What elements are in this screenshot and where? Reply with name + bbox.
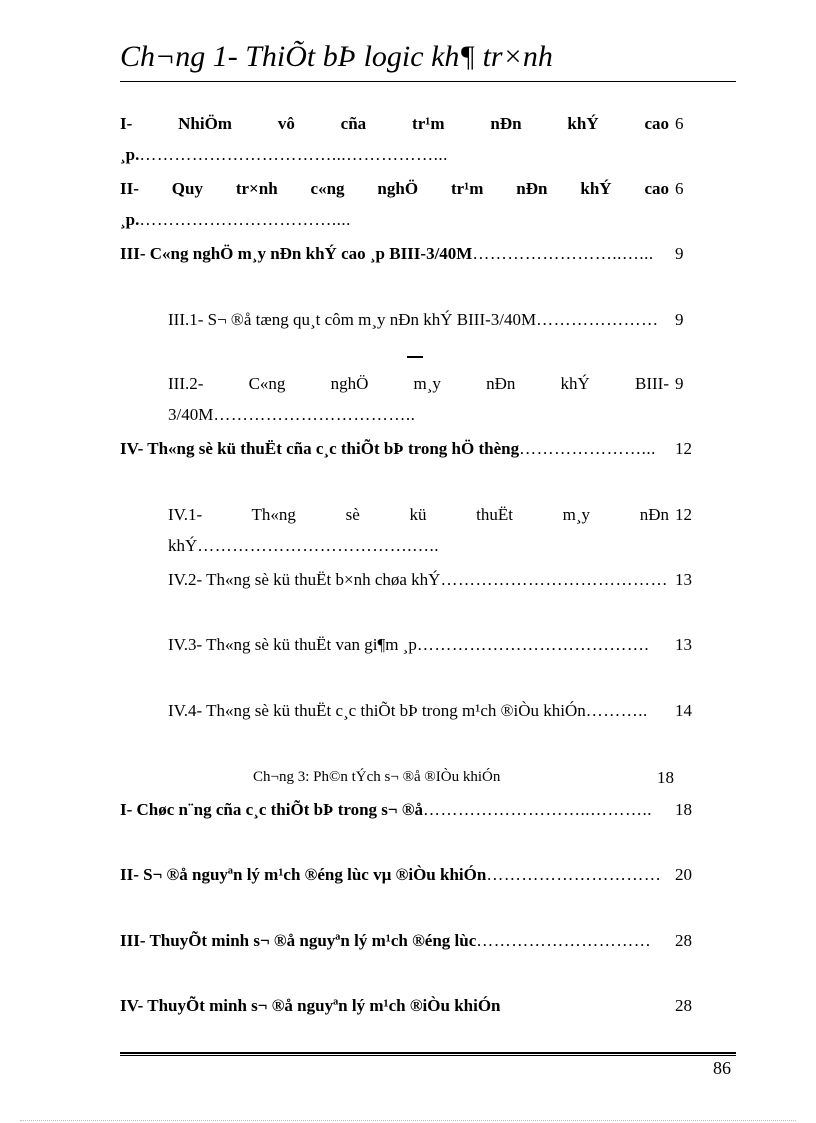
toc-entry-leader: …………………... xyxy=(519,439,656,458)
toc-entry-label: III.2- C«ng nghÖ m¸y nÐn khÝ BIII-3/40M xyxy=(168,374,669,424)
toc-entry-leader: ………………………………… xyxy=(440,570,668,589)
toc-entry-leader: ……………………………….….. xyxy=(197,536,440,555)
footer-divider-thin xyxy=(120,1055,736,1056)
chapter-heading-label: Ch¬ng 3: Ph©n tÝch s¬ ®å ®IÒu khiÓn xyxy=(253,769,501,785)
toc-entry-label: II- Quy tr×nh c«ng nghÖ tr¹m nÐn khÝ cao ¸p. xyxy=(120,179,669,229)
toc-entry-leader: …………………………….. xyxy=(213,405,416,424)
toc-entry xyxy=(120,794,692,825)
toc-entry-leader: …………………………….... xyxy=(139,210,351,229)
toc-entry-page: 28 xyxy=(675,931,692,950)
toc-entry-page: 13 xyxy=(675,570,692,589)
page-edge xyxy=(20,1120,796,1121)
toc-entry-label: I- Chøc n¨ng cña c¸c thiÕt bÞ trong s¬ ®å xyxy=(120,800,424,819)
toc-entry xyxy=(120,925,692,956)
toc-entry-leader: ………………… xyxy=(536,310,659,329)
toc-entry-leader: ……………………..…... xyxy=(472,244,654,263)
chapter-heading xyxy=(253,762,674,793)
header-title: Ch¬ng 1- ThiÕt bÞ logic kh¶ tr×nh xyxy=(120,40,553,73)
toc-entry xyxy=(168,499,692,561)
toc-entry-leader: ………………………..……….. xyxy=(423,800,653,819)
toc-entry xyxy=(120,173,684,235)
toc-entry-label: IV.4- Th«ng sè kü thuËt c¸c thiÕt bÞ trong m¹ch ®iÒu khiÓn xyxy=(168,701,586,720)
toc-entry xyxy=(168,368,684,430)
toc-entry-label: I- NhiÖm vô cña tr¹m nÐn khÝ cao ¸p. xyxy=(120,114,669,164)
toc-entry-label: III.1- S¬ ®å tæng qu¸t côm m¸y nÐn khÝ BIII-3/40M xyxy=(168,310,537,329)
footer-divider xyxy=(120,1052,736,1054)
toc-entry-label: IV.2- Th«ng sè kü thuËt b×nh chøa khÝ xyxy=(168,570,441,589)
toc-entry xyxy=(120,238,684,269)
toc-entry-leader: ……….. xyxy=(585,701,648,720)
toc-entry-page: 9 xyxy=(675,374,684,393)
toc-entry-label: II- S¬ ®å nguyªn lý m¹ch ®éng lùc vµ ®iÒu khiÓn xyxy=(120,865,487,884)
toc-entry-leader: ……………………………...……………... xyxy=(139,145,448,164)
toc-entry xyxy=(120,433,692,464)
toc-entry-page: 13 xyxy=(675,635,692,654)
toc-entry-page: 20 xyxy=(675,865,692,884)
toc-entry-page: 28 xyxy=(675,996,692,1015)
toc-entry xyxy=(168,304,684,335)
page-number: 86 xyxy=(713,1058,731,1078)
toc-entry-label: III- C«ng nghÖ m¸y nÐn khÝ cao ¸p BIII-3/40M xyxy=(120,244,473,263)
toc-entry-leader: …………………………………. xyxy=(416,635,650,654)
toc-entry-page: 9 xyxy=(675,244,684,263)
toc-entry-page: 12 xyxy=(675,505,692,524)
toc-entry-leader: ………………………… xyxy=(486,865,662,884)
toc-entry-label: IV.1- Th«ng sè kü thuËt m¸y nÐn khÝ xyxy=(168,505,669,555)
toc-entry-page: 18 xyxy=(657,768,674,787)
toc-entry-page: 6 xyxy=(675,179,684,198)
toc-entry xyxy=(168,695,692,726)
toc-entry-leader: ………………………… xyxy=(476,931,652,950)
toc-entry xyxy=(168,564,692,595)
toc-entry-page: 18 xyxy=(675,800,692,819)
toc-entry xyxy=(120,859,692,890)
toc-entry-label: IV.3- Th«ng sè kü thuËt van gi¶m ¸p xyxy=(168,635,417,654)
toc-entry-label: III- ThuyÕt minh s¬ ®å nguyªn lý m¹ch ®éng lùc xyxy=(120,931,477,950)
toc-entry xyxy=(120,990,692,1021)
toc-entry xyxy=(168,629,692,660)
underline-mark xyxy=(407,356,423,358)
toc-entry-page: 12 xyxy=(675,439,692,458)
toc-entry-page: 14 xyxy=(675,701,692,720)
header-divider xyxy=(120,81,736,82)
toc-entry-label: IV- ThuyÕt minh s¬ ®å nguyªn lý m¹ch ®iÒu khiÓn xyxy=(120,996,501,1015)
toc-entry-page: 6 xyxy=(675,114,684,133)
toc-entry-label: IV- Th«ng sè kü thuËt cña c¸c thiÕt bÞ trong hÖ thèng xyxy=(120,439,520,458)
toc-entry-page: 9 xyxy=(675,310,684,329)
toc-entry xyxy=(120,108,684,170)
